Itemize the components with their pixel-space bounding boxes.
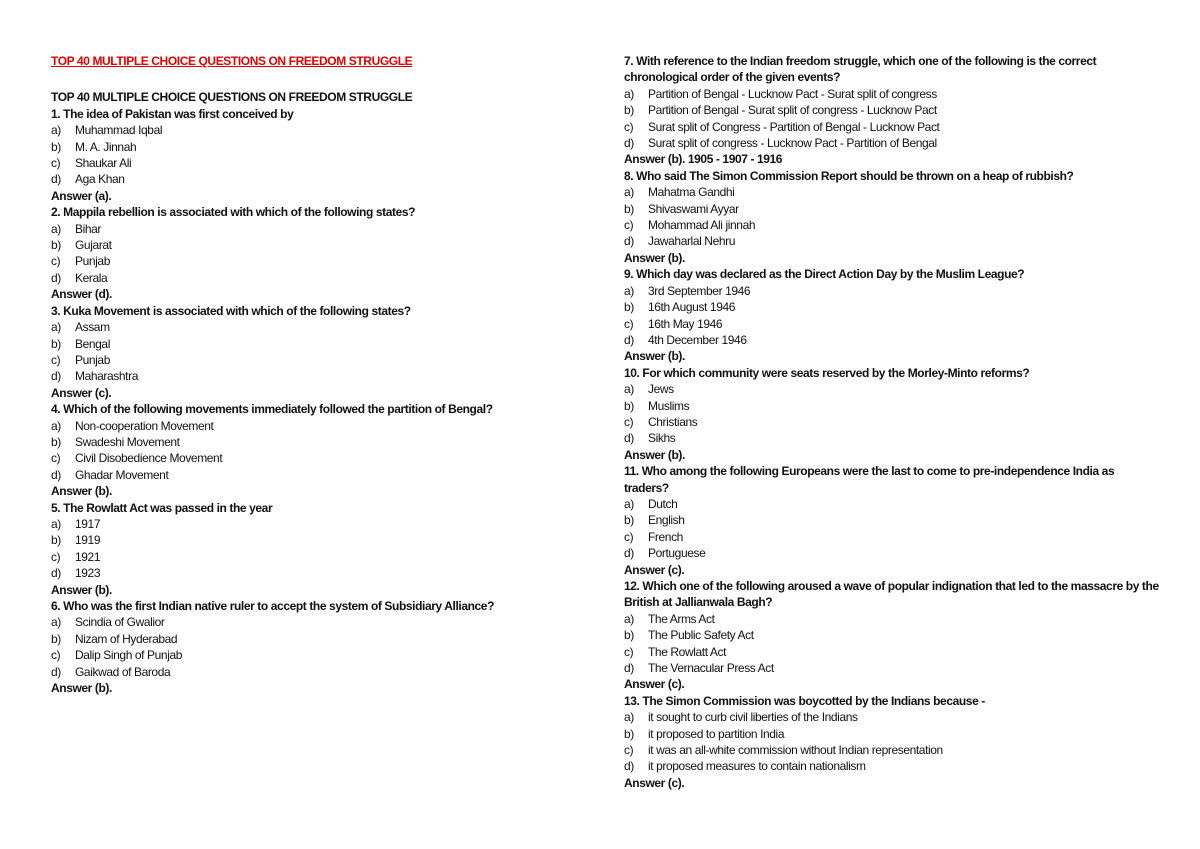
answer-key: Answer (c). [624,562,685,577]
question-block [624,693,1160,791]
option-text: Mahatma Gandhi [648,185,735,200]
answer-option [51,631,571,647]
option-letter: b) [51,238,61,253]
question-text: 12. Which one of the following aroused a wave of popular indignation that led to the massacre by the British at Jallianwala Bagh? [624,579,1159,610]
option-text: Ghadar Movement [75,467,169,482]
question-block [51,204,571,302]
option-letter: c) [624,529,634,544]
question-block [624,168,1160,266]
answer-option [51,155,571,171]
option-text: 16th May 1946 [648,316,723,331]
answer-option [624,283,1160,299]
answer-option [624,496,1160,512]
answer-option [51,647,571,663]
option-text: it proposed to partition India [648,726,785,741]
option-letter: c) [624,316,634,331]
option-letter: a) [624,382,634,397]
option-letter: d) [624,136,634,151]
option-letter: c) [624,414,634,429]
option-letter: a) [624,283,634,298]
option-letter: b) [624,300,634,315]
answer-option [51,237,571,253]
option-letter: d) [624,546,634,561]
option-letter: d) [51,172,61,187]
answer-option [624,316,1160,332]
answer-option [51,450,571,466]
option-text: 4th December 1946 [648,332,747,347]
answer-option [624,86,1160,102]
question-block [624,365,1160,463]
option-letter: d) [624,759,634,774]
answer-option [624,381,1160,397]
option-text: Kerala [75,270,108,285]
option-letter: c) [624,119,634,134]
document-subtitle: TOP 40 MULTIPLE CHOICE QUESTIONS ON FREEDOM STRUGGLE [51,90,413,105]
answer-option [624,758,1160,774]
question-text: 9. Which day was declared as the Direct Action Day by the Muslim League? [624,267,1025,282]
option-text: 1923 [75,566,101,581]
question-text: 2. Mappila rebellion is associated with which of the following states? [51,205,416,220]
answer-key: Answer (b). [624,447,685,462]
question-list-right [624,53,1160,791]
option-letter: a) [624,86,634,101]
answer-key: Answer (c). [624,677,685,692]
answer-option [51,565,571,581]
option-letter: a) [51,221,61,236]
option-text: Punjab [75,254,110,269]
answer-key: Answer (b). [624,349,685,364]
answer-option [624,726,1160,742]
option-text: Partition of Bengal - Surat split of congress - Lucknow Pact [648,103,937,118]
option-text: Nizam of Hyderabad [75,631,178,646]
option-text: Muhammad Iqbal [75,123,163,138]
option-letter: a) [624,496,634,511]
question-text: 7. With reference to the Indian freedom struggle, which one of the following is the correct chronological order of the given events? [624,54,1097,85]
option-text: Punjab [75,352,110,367]
option-text: Assam [75,320,110,335]
option-text: Bengal [75,336,110,351]
option-text: Muslims [648,398,690,413]
option-text: it proposed measures to contain nationalism [648,759,866,774]
answer-option [624,217,1160,233]
option-letter: c) [51,352,61,367]
option-letter: b) [51,139,61,154]
option-letter: a) [624,611,634,626]
answer-option [624,299,1160,315]
option-text: Jawaharlal Nehru [648,234,735,249]
question-block [624,463,1160,578]
option-letter: b) [624,201,634,216]
question-text: 8. Who said The Simon Commission Report should be thrown on a heap of rubbish? [624,168,1074,183]
answer-option [624,709,1160,725]
option-letter: a) [51,418,61,433]
option-text: 16th August 1946 [648,300,736,315]
answer-option [51,614,571,630]
answer-option [51,664,571,680]
answer-option [51,319,571,335]
option-letter: d) [51,566,61,581]
option-letter: b) [624,398,634,413]
answer-option [51,171,571,187]
answer-option [51,336,571,352]
option-text: Christians [648,414,698,429]
answer-option [624,119,1160,135]
answer-option [51,368,571,384]
answer-option [624,644,1160,660]
question-list-left [51,106,571,697]
option-letter: c) [51,549,61,564]
question-block [51,106,571,204]
option-letter: d) [51,467,61,482]
question-block [624,266,1160,364]
option-text: Surat split of Congress - Partition of Bengal - Lucknow Pact [648,119,940,134]
answer-option [624,414,1160,430]
answer-key: Answer (b). [51,484,112,499]
option-text: Shivaswami Ayyar [648,201,739,216]
answer-option [624,742,1160,758]
option-letter: a) [51,320,61,335]
option-letter: d) [51,270,61,285]
question-text: 5. The Rowlatt Act was passed in the year [51,500,273,515]
option-letter: a) [624,185,634,200]
option-text: The Rowlatt Act [648,644,727,659]
option-letter: b) [51,336,61,351]
answer-key: Answer (d). [51,287,112,302]
option-text: The Arms Act [648,611,715,626]
option-letter: b) [51,533,61,548]
option-text: 1917 [75,516,101,531]
option-text: Civil Disobedience Movement [75,451,223,466]
answer-option [624,512,1160,528]
answer-option [51,532,571,548]
option-text: 1919 [75,533,101,548]
option-letter: b) [51,434,61,449]
answer-option [51,516,571,532]
question-text: 6. Who was the first Indian native ruler to accept the system of Subsidiary Alliance? [51,599,495,613]
option-text: Portuguese [648,546,706,561]
answer-option [624,201,1160,217]
answer-key: Answer (b). [51,681,112,696]
answer-option [51,139,571,155]
right-column [624,53,1160,791]
option-letter: a) [51,123,61,138]
question-block [51,500,571,598]
option-letter: c) [51,254,61,269]
answer-key: Answer (c). [51,385,112,400]
option-text: it sought to curb civil liberties of the Indians [648,710,858,725]
answer-key: Answer (c). [624,775,685,790]
document-title: TOP 40 MULTIPLE CHOICE QUESTIONS ON FREEDOM STRUGGLE [51,54,413,68]
option-text: Dutch [648,496,678,511]
option-text: Surat split of congress - Lucknow Pact - Partition of Bengal [648,136,937,151]
option-text: Aga Khan [75,172,125,187]
answer-option [624,102,1160,118]
answer-option [51,549,571,565]
answer-option [51,418,571,434]
question-text: 4. Which of the following movements immediately followed the partition of Bengal? [51,402,493,417]
option-text: Non-cooperation Movement [75,418,214,433]
answer-option [624,398,1160,414]
answer-key: Answer (b). 1905 - 1907 - 1916 [624,152,783,167]
option-letter: a) [624,710,634,725]
option-text: Mohammad Ali jinnah [648,218,756,233]
option-text: Jews [648,382,674,397]
left-column [51,53,571,696]
option-letter: d) [624,431,634,446]
answer-option [624,611,1160,627]
option-text: 3rd September 1946 [648,283,751,298]
option-letter: d) [51,369,61,384]
option-text: Swadeshi Movement [75,434,180,449]
option-letter: b) [624,513,634,528]
option-letter: d) [624,234,634,249]
answer-option [51,434,571,450]
answer-option [624,430,1160,446]
answer-option [624,233,1160,249]
answer-option [51,467,571,483]
question-text: 3. Kuka Movement is associated with which of the following states? [51,303,411,318]
answer-option [51,352,571,368]
option-letter: c) [51,156,61,171]
option-letter: c) [624,218,634,233]
option-letter: a) [51,516,61,531]
question-block [51,401,571,499]
option-letter: b) [624,103,634,118]
question-text: 11. Who among the following Europeans were the last to come to pre-independence India as traders? [624,464,1115,495]
option-text: Bihar [75,221,102,236]
answer-option [624,660,1160,676]
option-letter: b) [624,726,634,741]
option-text: Dalip Singh of Punjab [75,648,183,663]
option-letter: d) [51,664,61,679]
answer-option [624,332,1160,348]
answer-key: Answer (b). [51,582,112,597]
option-text: it was an all-white commission without Indian representation [648,743,943,758]
answer-option [624,627,1160,643]
question-block [624,578,1160,693]
answer-option [624,529,1160,545]
option-text: The Vernacular Press Act [648,661,774,676]
answer-option [624,135,1160,151]
question-text: 10. For which community were seats reserved by the Morley-Minto reforms? [624,365,1030,380]
question-block [51,598,571,696]
option-text: Sikhs [648,431,676,446]
answer-option [51,122,571,138]
option-text: English [648,513,685,528]
option-letter: c) [624,644,634,659]
option-text: Gaikwad of Baroda [75,664,171,679]
question-text: 1. The idea of Pakistan was first conceived by [51,106,294,121]
answer-key: Answer (a). [51,188,112,203]
option-text: Scindia of Gwalior [75,615,165,630]
question-block [51,303,571,401]
answer-option [51,270,571,286]
answer-key: Answer (b). [624,250,685,265]
answer-option [624,184,1160,200]
answer-option [51,253,571,269]
option-text: M. A. Jinnah [75,139,137,154]
answer-option [624,545,1160,561]
option-letter: d) [624,332,634,347]
option-text: Shaukar Ali [75,156,132,171]
option-text: 1921 [75,549,101,564]
option-text: Gujarat [75,238,112,253]
question-text: 13. The Simon Commission was boycotted by the Indians because - [624,693,985,708]
option-letter: c) [624,743,634,758]
option-text: French [648,529,683,544]
option-letter: a) [51,615,61,630]
option-letter: c) [51,648,61,663]
option-text: The Public Safety Act [648,628,754,643]
option-letter: c) [51,451,61,466]
option-text: Partition of Bengal - Lucknow Pact - Surat split of congress [648,86,937,101]
option-letter: b) [51,631,61,646]
option-letter: b) [624,628,634,643]
option-text: Maharashtra [75,369,138,384]
question-block [624,53,1160,168]
answer-option [51,221,571,237]
option-letter: d) [624,661,634,676]
